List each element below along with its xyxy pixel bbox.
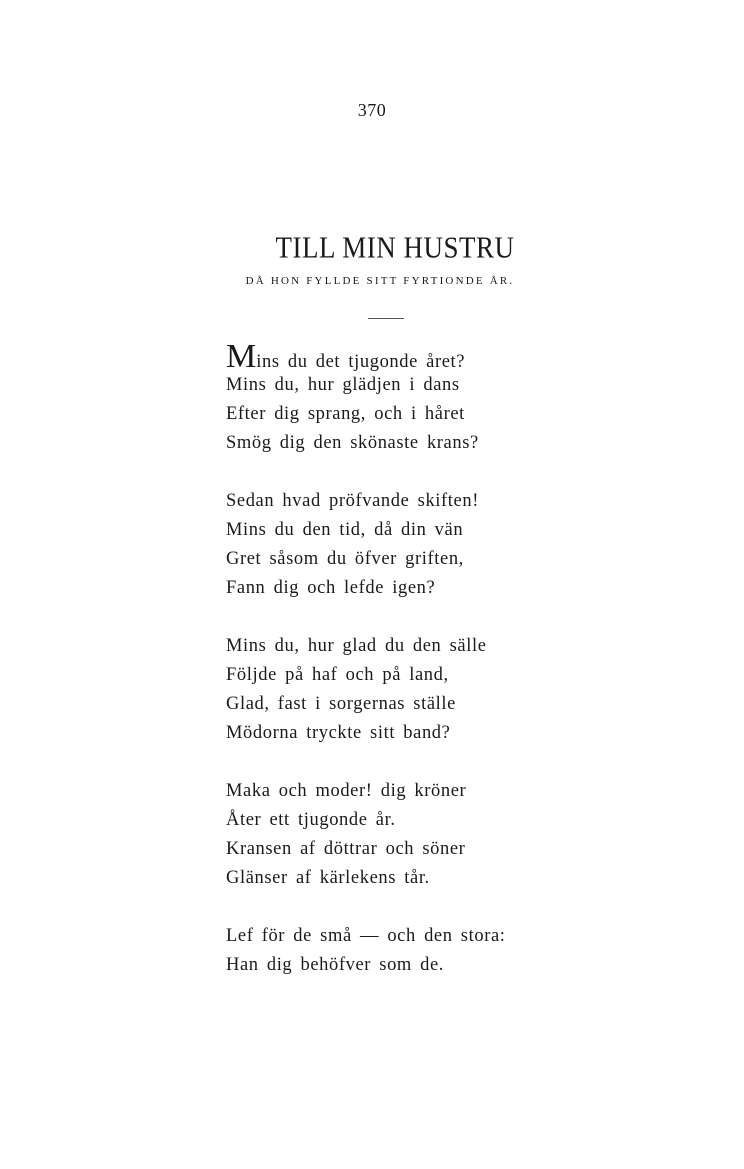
poem-line: Mins du den tid, då din vän	[226, 520, 464, 540]
poem-line: Gret såsom du öfver griften,	[226, 549, 464, 569]
poem-line: Glad, fast i sorgernas ställe	[226, 694, 456, 714]
stanza	[226, 632, 546, 748]
poem-line: Mins du, hur glad du den sälle	[226, 636, 487, 656]
poem-line-text: ins du det tjugonde året?	[256, 352, 466, 372]
poem-line: Följde på haf och på land,	[226, 665, 449, 685]
poem-line: Efter dig sprang, och i håret	[226, 404, 465, 424]
title-rule	[368, 318, 404, 319]
poem-line: Fann dig och lefde igen?	[226, 578, 436, 598]
stanza	[226, 338, 546, 458]
page-number: 370	[357, 100, 387, 120]
stanza	[226, 922, 546, 980]
stanza	[226, 487, 546, 603]
poem-line: Åter ett tjugonde år.	[226, 810, 396, 830]
poem-line: Lef för de små — och den stora:	[226, 926, 506, 946]
poem-line: Han dig behöfver som de.	[226, 955, 445, 975]
poem-line: Smög dig den skönaste krans?	[226, 433, 479, 453]
poem-line: Glänser af kärlekens tår.	[226, 868, 430, 888]
stanza	[226, 777, 546, 893]
poem-line: Kransen af döttrar och söner	[226, 839, 466, 859]
poem-line: Mins du, hur glädjen i dans	[226, 375, 460, 395]
poem-line: Maka och moder! dig kröner	[226, 781, 467, 801]
poem-line	[226, 338, 546, 375]
drop-cap: M	[226, 338, 257, 375]
poem-line: Mödorna tryckte sitt band?	[226, 723, 451, 743]
poem-body	[226, 338, 546, 1009]
poem-subtitle: DÅ HON FYLLDE SITT FYRTIONDE ÅR.	[245, 275, 515, 287]
poem-line: Sedan hvad pröfvande skiften!	[226, 491, 479, 511]
poem-title: TILL MIN HUSTRU	[275, 230, 515, 265]
